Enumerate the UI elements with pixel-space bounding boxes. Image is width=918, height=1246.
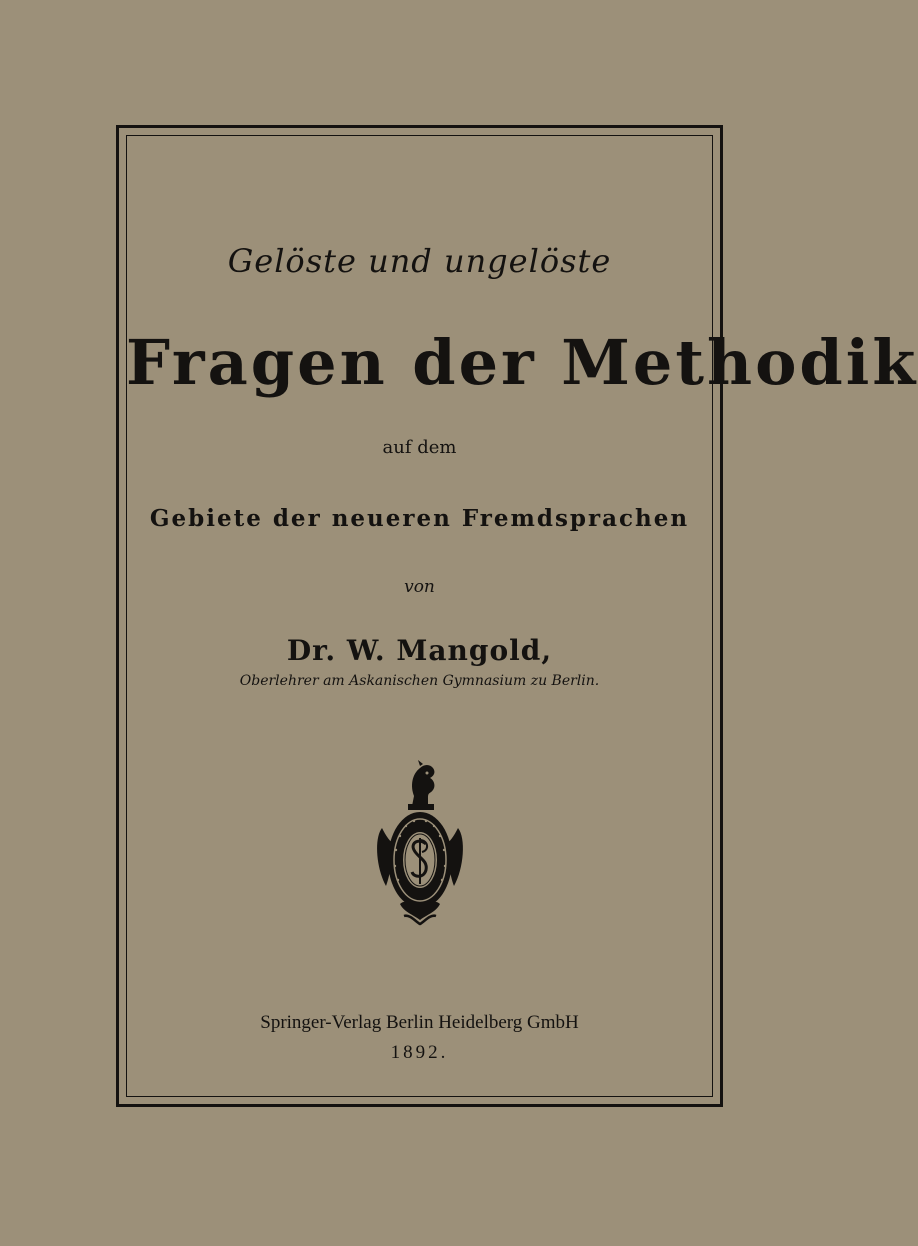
- springer-horse-head-emblem-icon: [370, 758, 470, 926]
- connector-text: auf dem: [382, 437, 457, 458]
- author-position: Oberlehrer am Askanischen Gymnasium zu Berlin.: [239, 673, 600, 689]
- by-text: von: [404, 577, 435, 597]
- book-title: Fragen der Methodik: [126, 326, 918, 399]
- subtitle-top: Gelöste und ungelöste: [227, 242, 612, 280]
- publication-year: 1892.: [390, 1042, 449, 1063]
- publisher-name: Springer-Verlag Berlin Heidelberg GmbH: [260, 1012, 579, 1033]
- author-name: Dr. W. Mangold,: [286, 634, 553, 667]
- field-subtitle: Gebiete der neueren Fremdsprachen: [149, 505, 690, 532]
